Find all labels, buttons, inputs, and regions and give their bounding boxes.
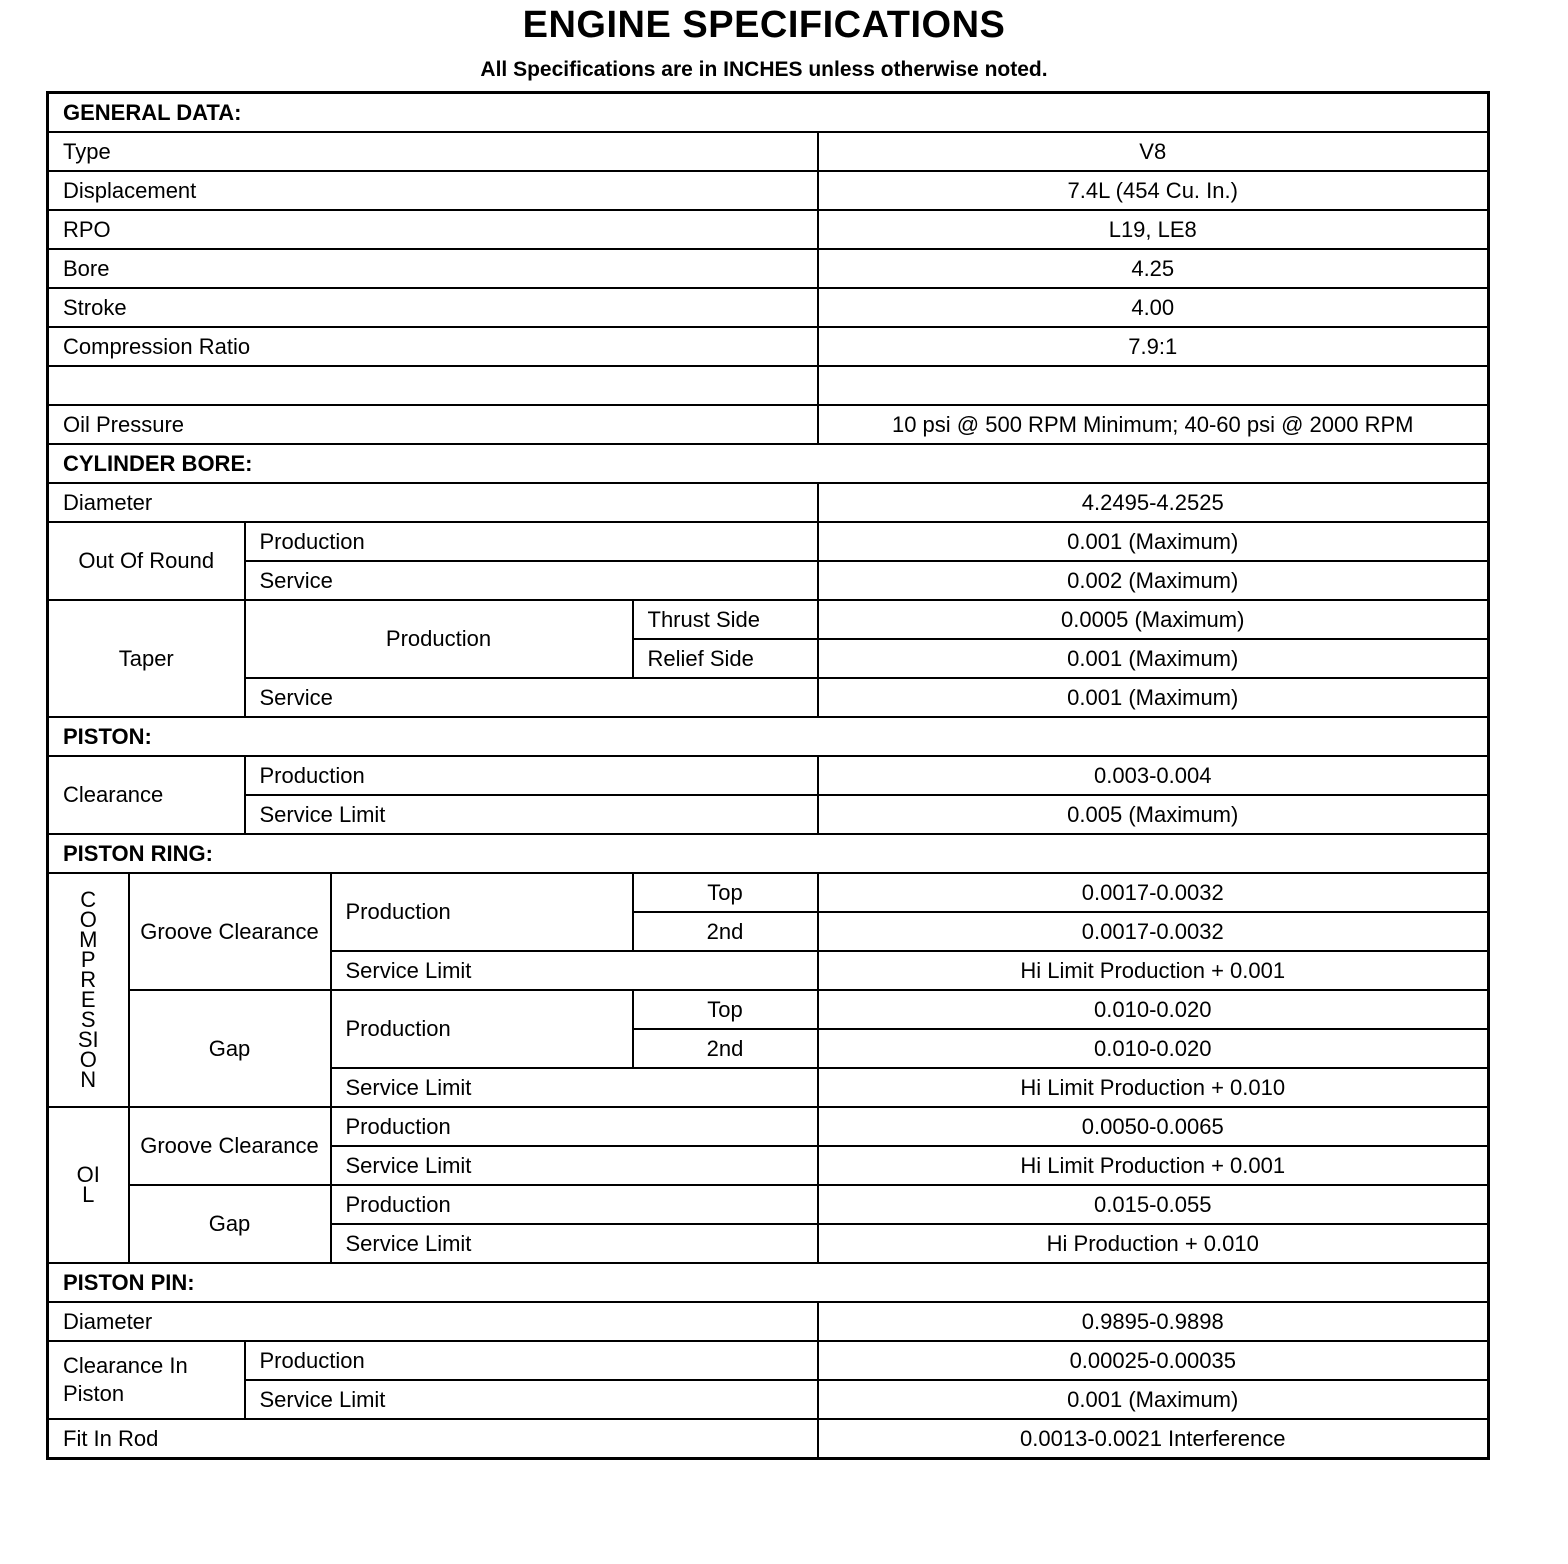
group-label-gap: Gap [129,1185,331,1263]
table-row [48,756,1489,795]
spec-label: Oil Pressure [48,405,818,444]
subgroup-label-production: Production [245,600,633,678]
vertical-label-oil [48,1107,129,1263]
spec-value: 0.0017-0.0032 [818,873,1489,912]
spec-label: Service Limit [331,1068,818,1107]
spec-value: 0.005 (Maximum) [818,795,1489,834]
vertical-text-compression: COMPRESSION [77,887,99,1092]
spec-value: 0.0017-0.0032 [818,912,1489,951]
group-label-gap: Gap [129,990,331,1107]
spec-value: Hi Limit Production + 0.010 [818,1068,1489,1107]
spec-label: 2nd [633,912,818,951]
spec-label: Bore [48,249,818,288]
table-row [48,288,1489,327]
spec-label: Service Limit [331,951,818,990]
spec-label: Stroke [48,288,818,327]
spec-value: 10 psi @ 500 RPM Minimum; 40-60 psi @ 2000 RPM [818,405,1489,444]
group-label-clearance-in-piston: Clearance In Piston [48,1341,245,1419]
empty-cell [48,366,818,405]
table-row [48,834,1489,873]
spec-label: Production [331,1185,818,1224]
vertical-label-compression [48,873,129,1107]
spec-label: Compression Ratio [48,327,818,366]
table-row [48,561,1489,600]
engine-spec-table [46,91,1490,1460]
section-heading-cylinder-bore: CYLINDER BORE: [48,444,1489,483]
table-row [48,327,1489,366]
spec-label: Production [245,756,818,795]
table-row [48,210,1489,249]
table-row [48,717,1489,756]
table-row [48,93,1489,133]
page-subtitle: All Specifications are in INCHES unless otherwise noted. [480,58,1048,81]
table-row [48,171,1489,210]
table-row [48,1302,1489,1341]
spec-label: Production [245,522,818,561]
spec-value: Hi Limit Production + 0.001 [818,951,1489,990]
table-row [48,132,1489,171]
spec-label: Relief Side [633,639,818,678]
table-row [48,1419,1489,1459]
group-label-out-of-round: Out Of Round [48,522,245,600]
spec-label: Displacement [48,171,818,210]
table-row [48,249,1489,288]
spec-label: Service Limit [245,1380,818,1419]
spec-label: Thrust Side [633,600,818,639]
spec-value: 0.002 (Maximum) [818,561,1489,600]
spec-label: Service Limit [245,795,818,834]
spec-value: 0.00025-0.00035 [818,1341,1489,1380]
table-row [48,405,1489,444]
table-row [48,795,1489,834]
spec-value: 0.001 (Maximum) [818,1380,1489,1419]
spec-label: Production [331,1107,818,1146]
spec-label: Top [633,873,818,912]
spec-label: Service Limit [331,1224,818,1263]
table-row [48,600,1489,639]
table-row [48,1263,1489,1302]
spec-value: 4.2495-4.2525 [818,483,1489,522]
group-label-taper: Taper [48,600,245,717]
spec-value: 7.4L (454 Cu. In.) [818,171,1489,210]
table-row [48,990,1489,1029]
table-row [48,483,1489,522]
spec-label: 2nd [633,1029,818,1068]
spec-value: 4.25 [818,249,1489,288]
spec-value: 0.001 (Maximum) [818,678,1489,717]
group-label-groove-clearance: Groove Clearance [129,873,331,990]
section-heading-general: GENERAL DATA: [48,93,1489,133]
spec-label: Production [245,1341,818,1380]
spec-value: 0.003-0.004 [818,756,1489,795]
group-label-clearance: Clearance [48,756,245,834]
spec-label: Service [245,678,818,717]
table-row [48,1185,1489,1224]
table-row-empty [48,366,1489,405]
spec-label: Diameter [48,483,818,522]
spec-value: 0.0050-0.0065 [818,1107,1489,1146]
spec-value: Hi Limit Production + 0.001 [818,1146,1489,1185]
spec-label: Top [633,990,818,1029]
table-row [48,1107,1489,1146]
page-title: ENGINE SPECIFICATIONS [522,4,1006,46]
spec-value: Hi Production + 0.010 [818,1224,1489,1263]
spec-value: 0.0013-0.0021 Interference [818,1419,1489,1459]
spec-label: Type [48,132,818,171]
table-row [48,678,1489,717]
spec-value: 7.9:1 [818,327,1489,366]
spec-value: 0.010-0.020 [818,1029,1489,1068]
spec-value: 4.00 [818,288,1489,327]
spec-label: Service Limit [331,1146,818,1185]
spec-value: V8 [818,132,1489,171]
table-row [48,444,1489,483]
table-row [48,522,1489,561]
section-heading-piston-ring: PISTON RING: [48,834,1489,873]
spec-label: Diameter [48,1302,818,1341]
spec-value: 0.001 (Maximum) [818,522,1489,561]
spec-value: L19, LE8 [818,210,1489,249]
table-row [48,1380,1489,1419]
spec-label: RPO [48,210,818,249]
group-label-groove-clearance: Groove Clearance [129,1107,331,1185]
vertical-text-oil: OIL [76,1162,100,1207]
empty-cell [818,366,1489,405]
spec-value: 0.9895-0.9898 [818,1302,1489,1341]
subgroup-label-production: Production [331,990,633,1068]
subgroup-label-production: Production [331,873,633,951]
table-row [48,1341,1489,1380]
spec-value: 0.001 (Maximum) [818,639,1489,678]
spec-label: Service [245,561,818,600]
spec-label: Fit In Rod [48,1419,818,1459]
spec-value: 0.015-0.055 [818,1185,1489,1224]
table-row [48,873,1489,912]
spec-value: 0.0005 (Maximum) [818,600,1489,639]
spec-value: 0.010-0.020 [818,990,1489,1029]
section-heading-piston: PISTON: [48,717,1489,756]
section-heading-piston-pin: PISTON PIN: [48,1263,1489,1302]
